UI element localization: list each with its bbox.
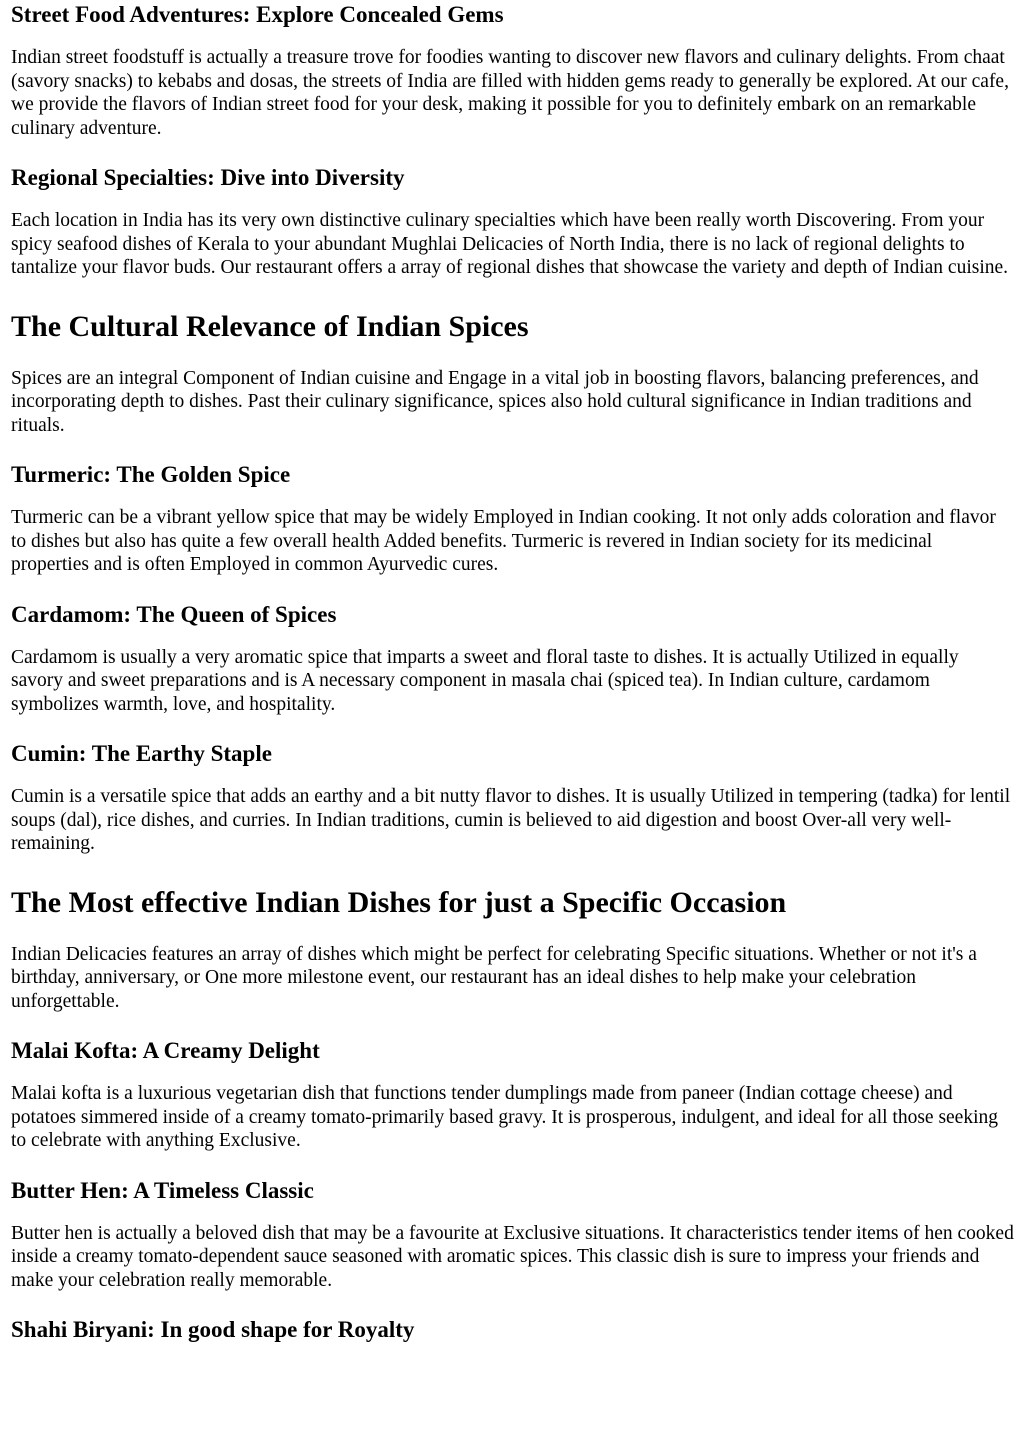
- section-heading-street-food: Street Food Adventures: Explore Concealed Gems: [11, 2, 504, 27]
- section-text-regional-specialties: Each location in India has its very own distinctive culinary specialties which have been really worth Discovering. From your spicy seafood dishes of Kerala to your abundant Mughlai Delicacies of North India, there is no lack of regional delights to tantalize your flavor buds. Our restaurant offers a array of regional dishes that showcase the variety and depth of Indian cuisine.: [11, 210, 1009, 278]
- section-heading-turmeric: Turmeric: The Golden Spice: [11, 462, 291, 487]
- section-text-butter-hen: Butter hen is actually a beloved dish that may be a favourite at Exclusive situations. It characteristics tender items of hen cooked inside a creamy tomato-dependent sauce seasoned with aromatic spices. This classic dish is sure to impress your friends and make your celebration really memorable.: [11, 1222, 1014, 1291]
- section-text-cardamom: Cardamom is usually a very aromatic spice that imparts a sweet and floral taste to dishes. It is actually Utilized in equally savory and sweet preparations and is A necessary component in masala chai (spiced tea). In Indian culture, cardamom symbolizes warmth, love, and hospitality.: [11, 646, 959, 715]
- section-text-street-food: Indian street foodstuff is actually a treasure trove for foodies wanting to discover new flavors and culinary delights. From chaat (savory snacks) to kebabs and dosas, the streets of India are filled with hidden gems ready to generally be explored. At our cafe, we provide the flavors of Indian street food for your desk, making it possible for you to definitely embark on an remarkable culinary adventure.: [11, 47, 1009, 139]
- section-heading-butter-hen: Butter Hen: A Timeless Classic: [11, 1177, 314, 1203]
- section-heading-cultural-relevance: The Cultural Relevance of Indian Spices: [11, 309, 529, 343]
- section-text-cumin: Cumin is a versatile spice that adds an earthy and a bit nutty flavor to dishes. It is usually Utilized in tempering (tadka) for lentil soups (dal), rice dishes, and curries. In Indian traditions, cumin is believed to aid digestion and boost Over-all very well-remaining.: [11, 786, 1011, 854]
- section-text-malai-kofta: Malai kofta is a luxurious vegetarian dish that functions tender dumplings made from paneer (Indian cottage cheese) and potatoes simmered inside of a creamy tomato-primarily based gravy. It is prosperous, indulgent, and ideal for all those seeking to celebrate with anything Exclusive.: [11, 1083, 999, 1151]
- section-text-turmeric: Turmeric can be a vibrant yellow spice that may be widely Employed in Indian cooking. It not only adds coloration and flavor to dishes but also has quite a few overall health Added benefits. Turmeric is revered in Indian society for its medicinal properties and is often Employed in common Ayurvedic cures.: [11, 507, 996, 575]
- section-heading-malai-kofta: Malai Kofta: A Creamy Delight: [11, 1038, 320, 1063]
- section-heading-special-occasion: The Most effective Indian Dishes for just a Specific Occasion: [11, 885, 787, 919]
- section-heading-shahi-biryani: Shahi Biryani: In good shape for Royalty: [11, 1317, 415, 1342]
- section-text-cultural-relevance: Spices are an integral Component of Indian cuisine and Engage in a vital job in boosting flavors, balancing preferences, and incorporating depth to dishes. Past their culinary significance, spices also hold cultural significance in Indian traditions and rituals.: [11, 367, 979, 436]
- section-heading-cardamom: Cardamom: The Queen of Spices: [11, 601, 337, 627]
- section-heading-cumin: Cumin: The Earthy Staple: [11, 741, 272, 766]
- section-text-special-occasion: Indian Delicacies features an array of dishes which might be perfect for celebrating Specific situations. Whether or not it's a birthday, anniversary, or One more milestone event, our restaurant has an ideal dishes to help make your celebration unforgettable.: [11, 943, 977, 1012]
- section-heading-regional-specialties: Regional Specialties: Dive into Diversity: [11, 165, 405, 190]
